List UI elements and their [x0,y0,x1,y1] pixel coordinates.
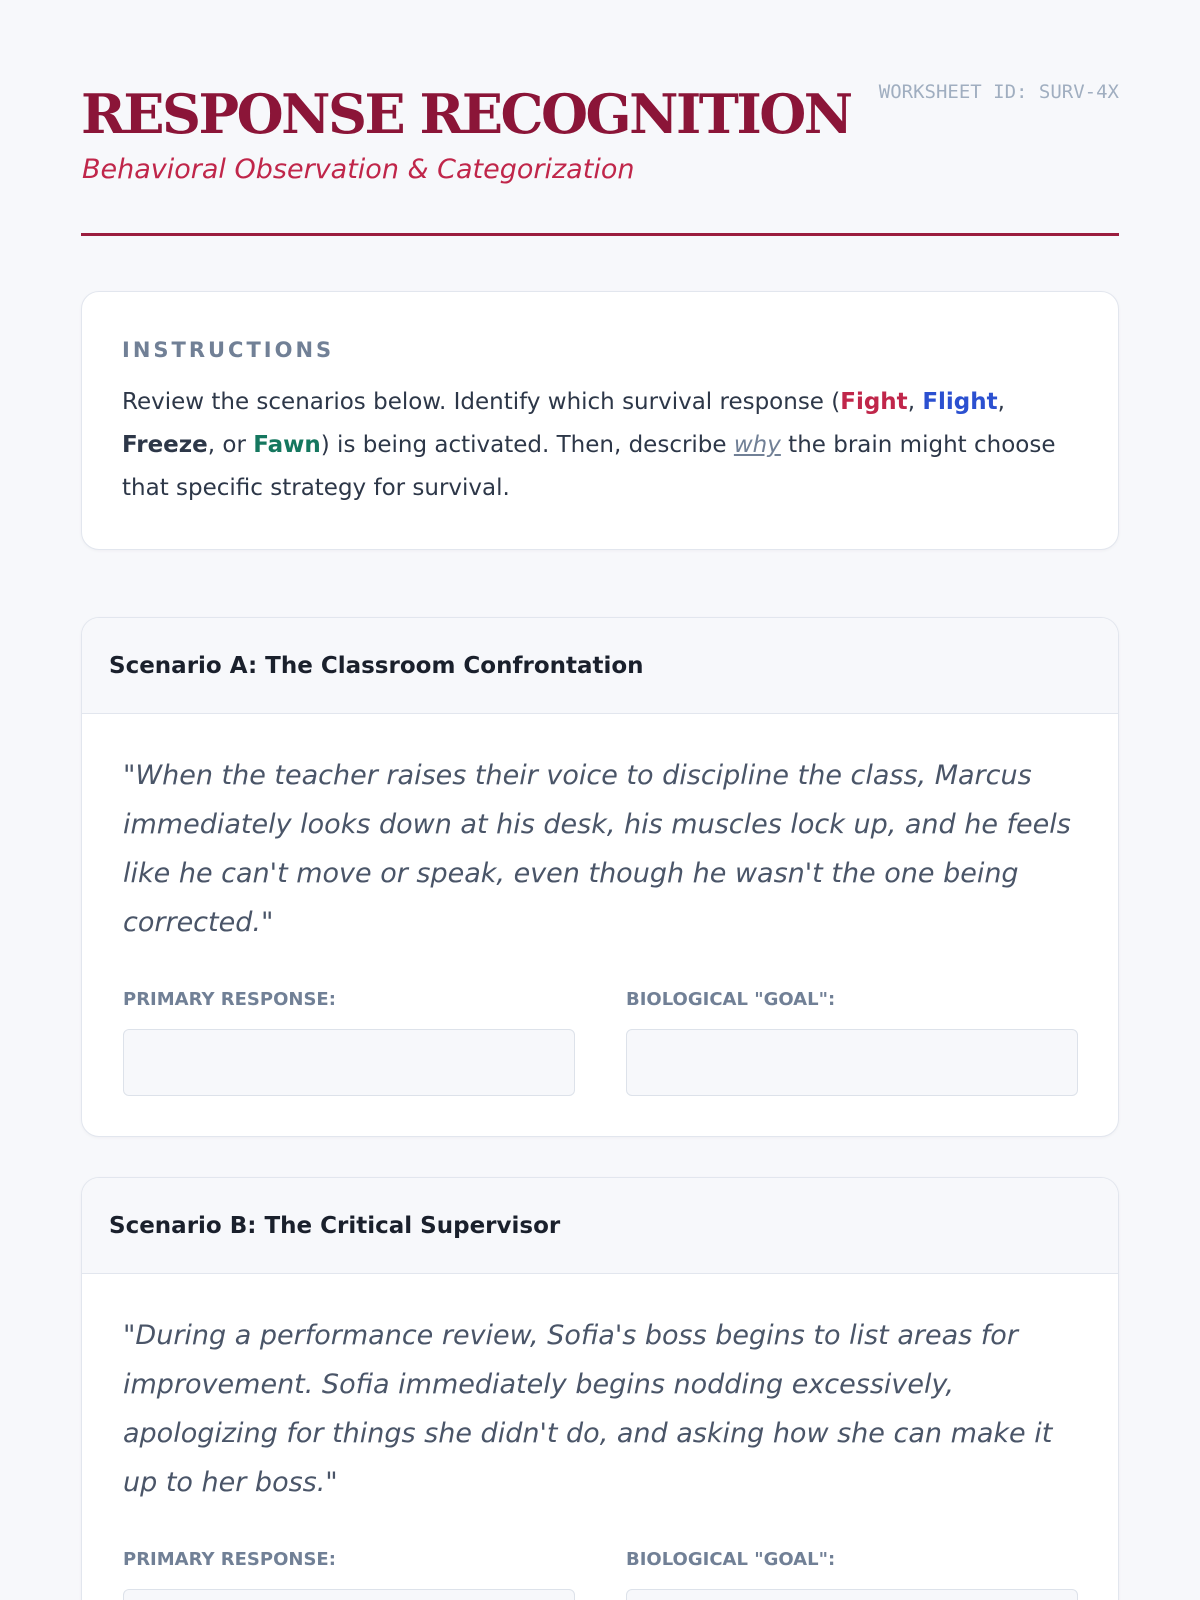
scenario-card-a [81,617,1119,1137]
worksheet-id: WORKSHEET ID: SURV-4X [878,81,1119,103]
page-subtitle: Behavioral Observation & Categorization [82,154,635,185]
page-title: RESPONSE RECOGNITION [81,82,851,146]
biological-goal-input[interactable] [626,1589,1078,1600]
instructions-text-part: Review the scenarios below. Identify which survival response ( [122,389,841,415]
biological-goal-label: BIOLOGICAL "GOAL": [626,989,836,1010]
response-fields [123,1548,1078,1600]
biological-goal-field [626,988,1078,1096]
scenario-quote: "During a performance review, Sofia's boss begins to list areas for improvement. Sofia immediately begins nodding excessively, apologizing for things she didn't do, and asking how she can make it up to her boss." [123,1320,1053,1498]
scenario-quote: "When the teacher raises their voice to discipline the class, Marcus immediately looks down at his desk, his muscles lock up, and he feels like he can't move or speak, even though he wasn't the one being corrected." [123,760,1071,938]
response-fields [123,988,1078,1096]
primary-response-label: PRIMARY RESPONSE: [123,1549,336,1570]
instructions-text [122,381,1078,510]
biological-goal-input[interactable] [626,1029,1078,1096]
primary-response-label: PRIMARY RESPONSE: [123,989,336,1010]
biological-goal-label: BIOLOGICAL "GOAL": [626,1549,836,1570]
keyword-fight: Fight [840,389,908,415]
scenario-title: Scenario A: The Classroom Confrontation [109,652,644,679]
scenario-title: Scenario B: The Critical Supervisor [109,1212,561,1239]
keyword-why: why [733,432,781,458]
primary-response-input[interactable] [123,1029,575,1096]
worksheet-header [81,0,1119,238]
scenario-body [82,714,1118,1096]
primary-response-field [123,988,575,1096]
scenario-header [82,1178,1118,1274]
scenario-card-b [81,1177,1119,1600]
biological-goal-field [626,1548,1078,1600]
header-divider [81,233,1119,236]
instructions-separator: , [907,389,923,415]
scenario-body [82,1274,1118,1600]
primary-response-input[interactable] [123,1589,575,1600]
instructions-text-part: ) is being activated. Then, describe [320,432,734,458]
instructions-card [81,291,1119,550]
keyword-flight: Flight [922,389,998,415]
keyword-fawn: Fawn [253,432,321,458]
keyword-freeze: Freeze [122,432,208,458]
instructions-separator: , [997,389,1005,415]
primary-response-field [123,1548,575,1600]
instructions-heading: INSTRUCTIONS [122,338,335,362]
instructions-separator: , or [207,432,254,458]
instructions-text-part: the brain might choose that specific strategy for survival. [122,432,1056,501]
scenario-header [82,618,1118,714]
